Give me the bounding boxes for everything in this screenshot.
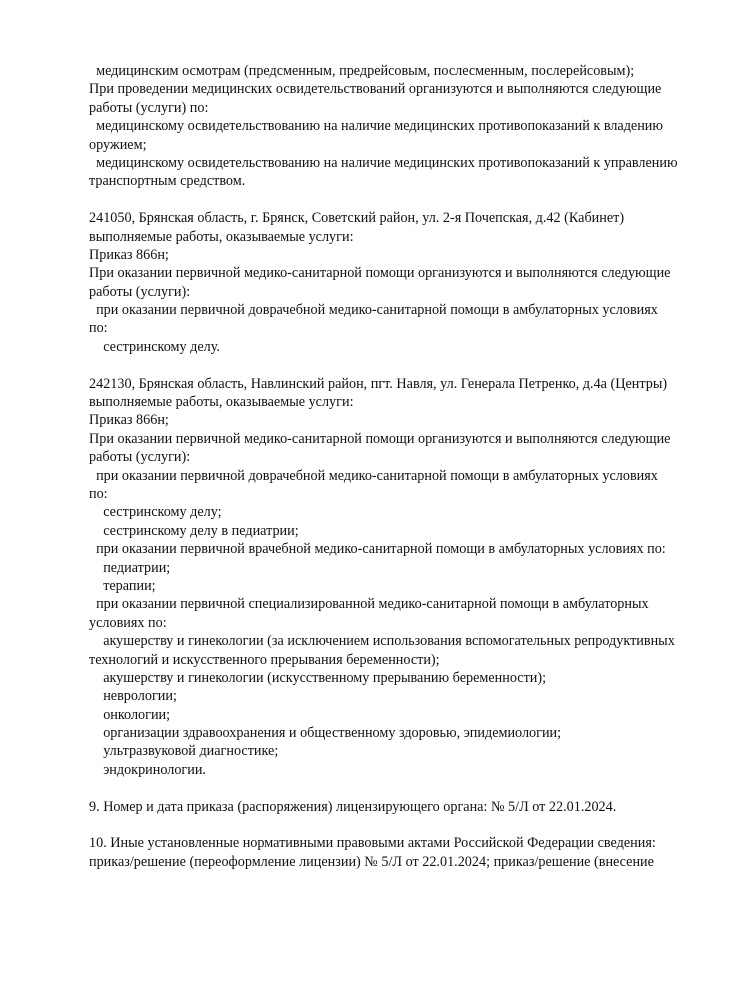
paragraph-spacer (89, 779, 729, 797)
text-line: по: (89, 485, 108, 502)
text-line: при оказании первичной врачебной медико-санитарной помощи в амбулаторных условиях по: (89, 541, 666, 558)
address-line: 242130, Брянская область, Навлинский район, пгт. Навля, ул. Генерала Петренко, д.4а (Центры) (89, 375, 668, 392)
address-line: 241050, Брянская область, г. Брянск, Советский район, ул. 2-я Почепская, д.42 (Кабинет) (89, 210, 625, 227)
paragraph-spacer (89, 816, 729, 834)
text-line: акушерству и гинекологии (за исключением использования вспомогательных репродуктивных (89, 633, 675, 650)
text-line: сестринскому делу. (89, 338, 220, 355)
text-line: работы (услуги): (89, 449, 191, 466)
text-line: педиатрии; (89, 559, 171, 576)
text-line: при оказании первичной доврачебной медико-санитарной помощи в амбулаторных условиях (89, 302, 658, 319)
text-line: 9. Номер и дата приказа (распоряжения) лицензирующего органа: № 5/Л от 22.01.2024. (89, 798, 617, 815)
paragraph-medical-examinations (89, 62, 729, 191)
paragraph-address-bryansk (89, 209, 729, 356)
text-line: При проведении медицинских освидетельствований организуются и выполняются следующие (89, 81, 662, 98)
text-line: медицинскому освидетельствованию на наличие медицинских противопоказаний к управлению (89, 154, 678, 171)
text-line: При оказании первичной медико-санитарной помощи организуются и выполняются следующие (89, 430, 671, 447)
text-line: выполняемые работы, оказываемые услуги: (89, 394, 354, 411)
text-line: акушерству и гинекологии (искусственному прерыванию беременности); (89, 669, 547, 686)
text-line: терапии; (89, 577, 156, 594)
text-line: условиях по: (89, 614, 167, 631)
text-line: неврологии; (89, 688, 177, 705)
text-line: при оказании первичной специализированной медико-санитарной помощи в амбулаторных (89, 596, 649, 613)
text-line: Приказ 866н; (89, 412, 169, 429)
text-line: организации здравоохранения и общественному здоровью, эпидемиологии; (89, 725, 562, 742)
text-line: работы (услуги): (89, 283, 191, 300)
section-10-other-info (89, 834, 729, 871)
text-line: При оказании первичной медико-санитарной помощи организуются и выполняются следующие (89, 265, 671, 282)
text-line: онкологии; (89, 706, 171, 723)
paragraph-address-navlya (89, 375, 729, 780)
section-9-order-number (89, 798, 729, 816)
text-line: выполняемые работы, оказываемые услуги: (89, 228, 354, 245)
text-line: транспортным средством. (89, 173, 246, 190)
text-line: оружием; (89, 136, 147, 153)
text-line: медицинскому освидетельствованию на наличие медицинских противопоказаний к владению (89, 118, 664, 135)
text-line: сестринскому делу; (89, 504, 222, 521)
text-line: технологий и искусственного прерывания беременности); (89, 651, 440, 668)
text-line: по: (89, 320, 108, 337)
text-line: эндокринологии. (89, 761, 206, 778)
document-body (89, 62, 729, 871)
text-line: приказ/решение (переоформление лицензии) № 5/Л от 22.01.2024; приказ/решение (внесение (89, 853, 654, 870)
text-line: при оказании первичной доврачебной медико-санитарной помощи в амбулаторных условиях (89, 467, 658, 484)
text-line: 10. Иные установленные нормативными правовыми актами Российской Федерации сведения: (89, 835, 656, 852)
text-line: Приказ 866н; (89, 246, 169, 263)
text-line: работы (услуги) по: (89, 99, 209, 116)
text-line: ультразвуковой диагностике; (89, 743, 279, 760)
text-line: сестринскому делу в педиатрии; (89, 522, 299, 539)
paragraph-spacer (89, 356, 729, 374)
text-line: медицинским осмотрам (предсменным, предрейсовым, послесменным, послерейсовым); (89, 63, 635, 79)
paragraph-spacer (89, 191, 729, 209)
